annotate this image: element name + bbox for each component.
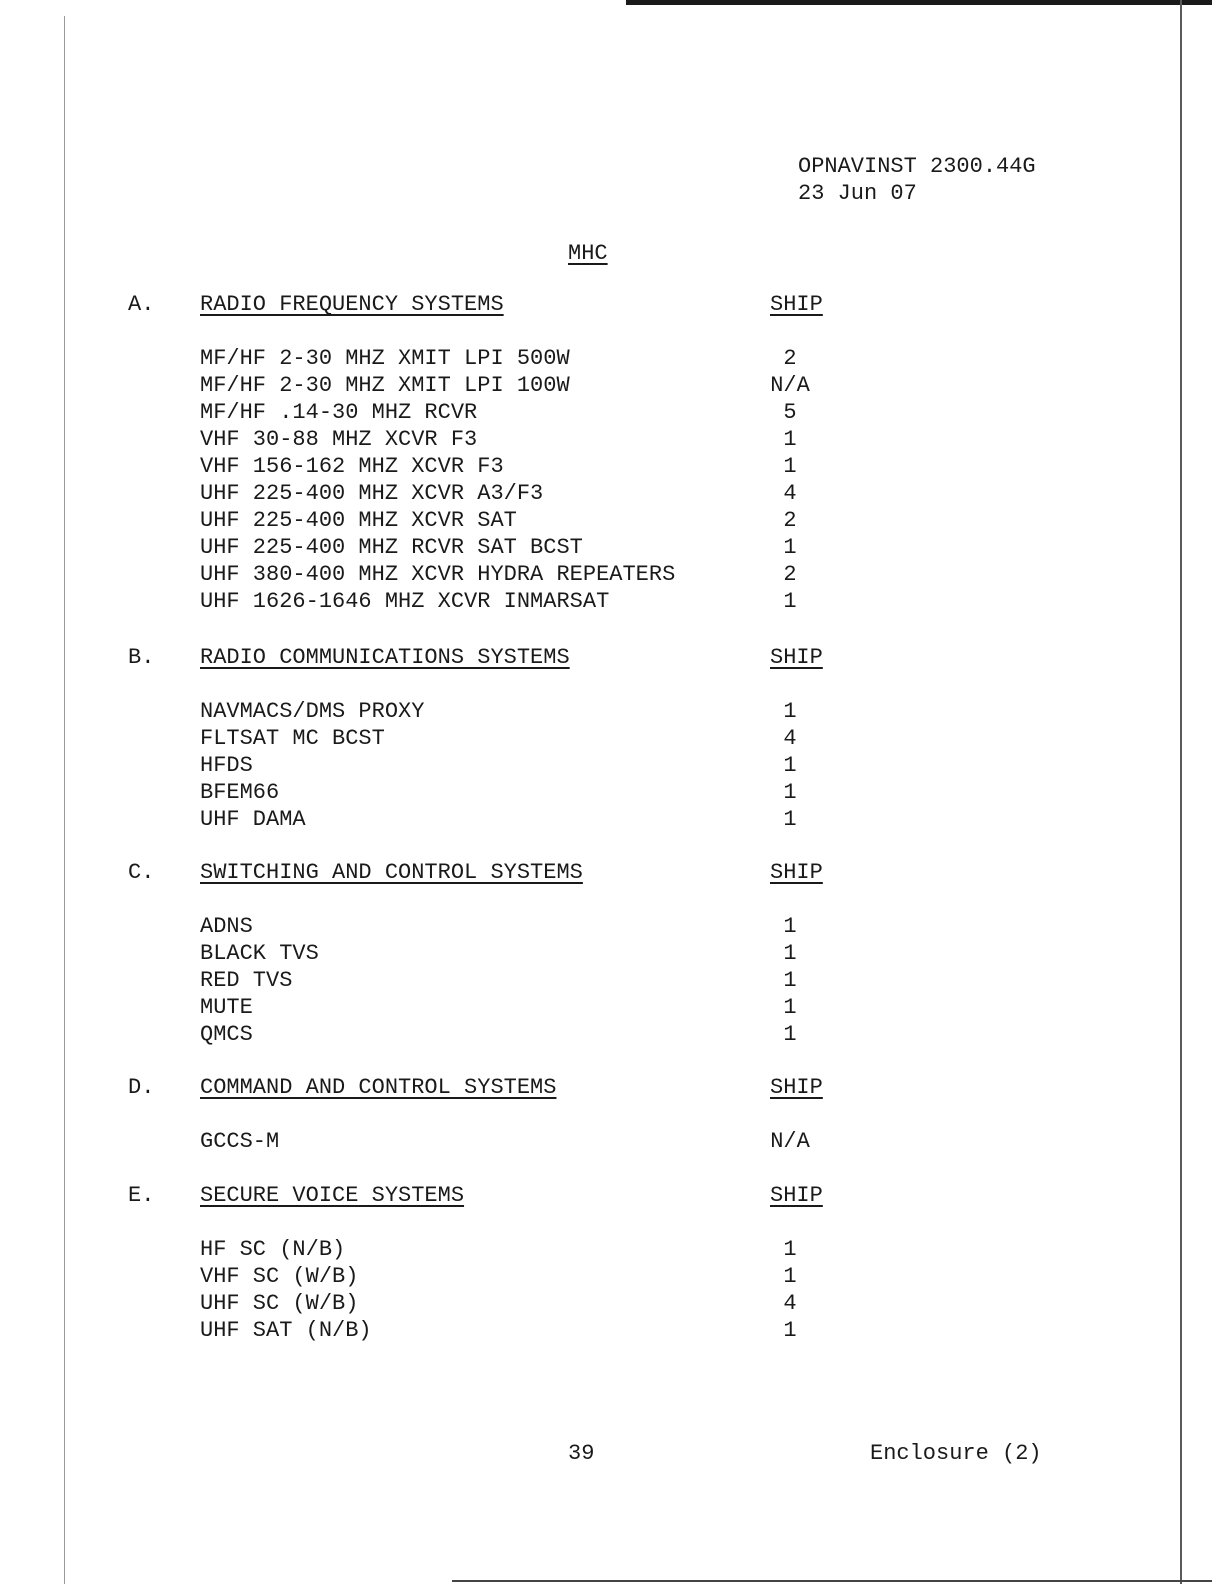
- table-row: [0, 1129, 1212, 1156]
- table-row: [0, 699, 1212, 726]
- ship-count: 1: [783, 699, 797, 724]
- section-title: RADIO FREQUENCY SYSTEMS: [200, 292, 504, 317]
- ship-count: 1: [783, 995, 797, 1020]
- table-row: [0, 373, 1212, 400]
- table-row: [0, 995, 1212, 1022]
- table-row: [0, 508, 1212, 535]
- section-title: SECURE VOICE SYSTEMS: [200, 1183, 465, 1208]
- system-name: VHF 30-88 MHZ XCVR F3: [200, 427, 478, 452]
- ship-count: 1: [783, 941, 797, 966]
- system-name: UHF 225-400 MHZ XCVR A3/F3: [200, 481, 544, 506]
- section-letter: D.: [128, 1075, 155, 1100]
- section-letter: B.: [128, 645, 155, 670]
- page-number: 39: [568, 1441, 595, 1466]
- table-row: [0, 454, 1212, 481]
- table-row: [0, 941, 1212, 968]
- ship-count: N/A: [770, 1129, 810, 1154]
- section-column-header: SHIP: [770, 1075, 823, 1100]
- system-name: UHF 225-400 MHZ RCVR SAT BCST: [200, 535, 583, 560]
- system-name: UHF DAMA: [200, 807, 306, 832]
- ship-count: 4: [783, 481, 797, 506]
- scan-top-border: [626, 0, 1212, 5]
- table-row: [0, 914, 1212, 941]
- system-name: VHF SC (W/B): [200, 1264, 359, 1289]
- section-column-header: SHIP: [770, 860, 823, 885]
- ship-count: 1: [783, 589, 797, 614]
- table-row: [0, 780, 1212, 807]
- system-name: MUTE: [200, 995, 253, 1020]
- system-name: UHF 225-400 MHZ XCVR SAT: [200, 508, 517, 533]
- ship-count: 1: [783, 968, 797, 993]
- ship-count: 2: [783, 346, 797, 371]
- table-row: [0, 346, 1212, 373]
- table-row: [0, 1264, 1212, 1291]
- table-row: [0, 400, 1212, 427]
- page-title: MHC: [568, 241, 608, 266]
- table-row: [0, 1318, 1212, 1345]
- section-title: RADIO COMMUNICATIONS SYSTEMS: [200, 645, 570, 670]
- system-name: GCCS-M: [200, 1129, 280, 1154]
- section-title: SWITCHING AND CONTROL SYSTEMS: [200, 860, 583, 885]
- section-letter: C.: [128, 860, 155, 885]
- system-name: MF/HF 2-30 MHZ XMIT LPI 100W: [200, 373, 570, 398]
- system-name: QMCS: [200, 1022, 253, 1047]
- system-name: NAVMACS/DMS PROXY: [200, 699, 425, 724]
- system-name: HF SC (N/B): [200, 1237, 346, 1262]
- section-column-header: SHIP: [770, 292, 823, 317]
- section-column-header: SHIP: [770, 645, 823, 670]
- table-row: [0, 753, 1212, 780]
- system-name: UHF 1626-1646 MHZ XCVR INMARSAT: [200, 589, 610, 614]
- system-name: UHF SC (W/B): [200, 1291, 359, 1316]
- ship-count: 1: [783, 1237, 797, 1262]
- system-name: BFEM66: [200, 780, 280, 805]
- ship-count: 4: [783, 726, 797, 751]
- section-title: COMMAND AND CONTROL SYSTEMS: [200, 1075, 557, 1100]
- ship-count: 1: [783, 454, 797, 479]
- system-name: UHF 380-400 MHZ XCVR HYDRA REPEATERS: [200, 562, 676, 587]
- system-name: HFDS: [200, 753, 253, 778]
- table-row: [0, 562, 1212, 589]
- scan-bottom-border: [452, 1580, 1212, 1582]
- enclosure-label: Enclosure (2): [870, 1441, 1042, 1466]
- ship-count: 1: [783, 753, 797, 778]
- ship-count: 4: [783, 1291, 797, 1316]
- document-id: OPNAVINST 2300.44G: [798, 154, 1036, 179]
- ship-count: 1: [783, 1318, 797, 1343]
- ship-count: 2: [783, 562, 797, 587]
- ship-count: 1: [783, 535, 797, 560]
- table-row: [0, 589, 1212, 616]
- system-name: MF/HF 2-30 MHZ XMIT LPI 500W: [200, 346, 570, 371]
- ship-count: 1: [783, 780, 797, 805]
- system-name: RED TVS: [200, 968, 293, 993]
- section-letter: A.: [128, 292, 155, 317]
- table-row: [0, 427, 1212, 454]
- document-date: 23 Jun 07: [798, 181, 917, 206]
- ship-count: 1: [783, 1022, 797, 1047]
- system-name: VHF 156-162 MHZ XCVR F3: [200, 454, 504, 479]
- ship-count: 2: [783, 508, 797, 533]
- ship-count: 1: [783, 1264, 797, 1289]
- table-row: [0, 807, 1212, 834]
- ship-count: 1: [783, 807, 797, 832]
- ship-count: 1: [783, 427, 797, 452]
- system-name: MF/HF .14-30 MHZ RCVR: [200, 400, 478, 425]
- system-name: FLTSAT MC BCST: [200, 726, 385, 751]
- table-row: [0, 726, 1212, 753]
- ship-count: 5: [783, 400, 797, 425]
- table-row: [0, 968, 1212, 995]
- ship-count: 1: [783, 914, 797, 939]
- table-row: [0, 1237, 1212, 1264]
- section-column-header: SHIP: [770, 1183, 823, 1208]
- system-name: BLACK TVS: [200, 941, 319, 966]
- table-row: [0, 481, 1212, 508]
- table-row: [0, 1022, 1212, 1049]
- table-row: [0, 1291, 1212, 1318]
- system-name: ADNS: [200, 914, 253, 939]
- section-letter: E.: [128, 1183, 155, 1208]
- section-d: [0, 1075, 1212, 1179]
- system-name: UHF SAT (N/B): [200, 1318, 372, 1343]
- table-row: [0, 535, 1212, 562]
- ship-count: N/A: [770, 373, 810, 398]
